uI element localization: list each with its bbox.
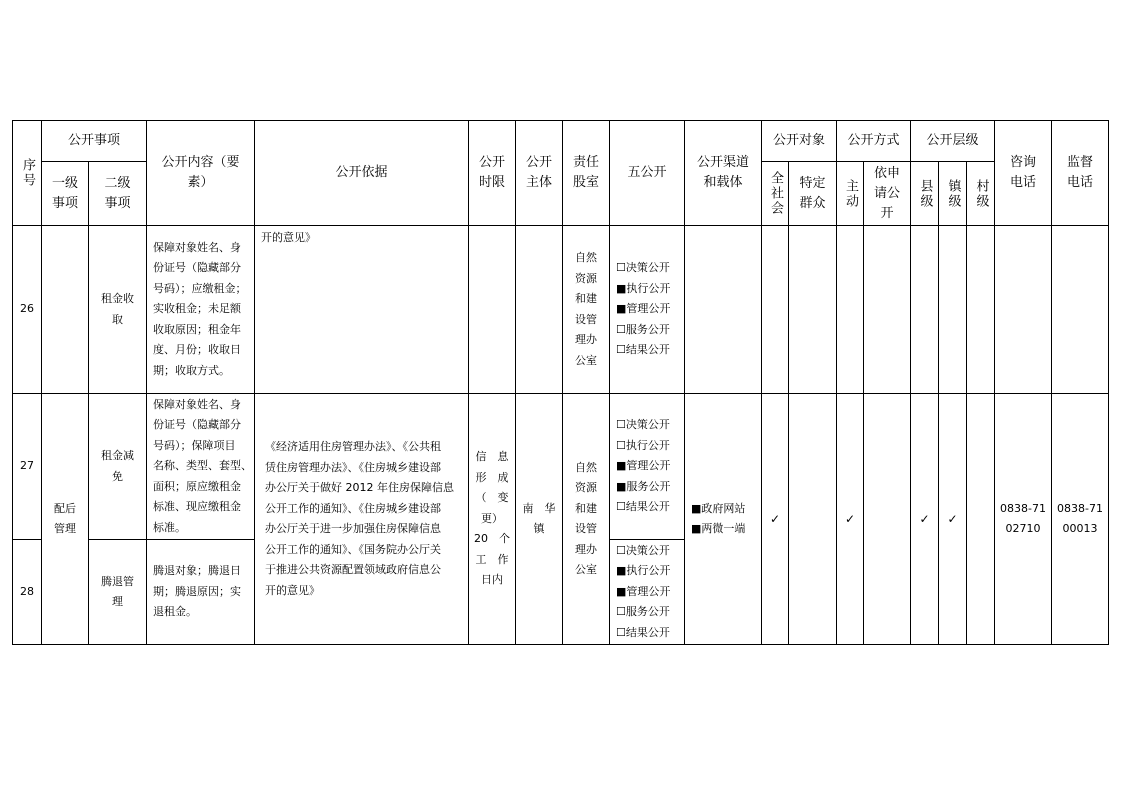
cell-empty xyxy=(789,394,837,645)
level1-line: 配后 xyxy=(54,501,76,515)
five-label: 管理公开 xyxy=(626,584,671,598)
office-line: 自然 xyxy=(575,460,597,474)
row-level2-lines xyxy=(89,289,146,330)
five-label: 服务公开 xyxy=(626,479,671,493)
five-checkbox: ■ xyxy=(616,459,627,473)
five-checkbox: ■ xyxy=(616,479,627,493)
five-label: 结果公开 xyxy=(625,343,670,357)
five-checkbox: ☐ xyxy=(616,605,626,619)
five-item xyxy=(616,340,682,361)
row-subject-empty xyxy=(516,226,563,394)
five-item xyxy=(616,561,682,582)
group-timelimit xyxy=(469,394,516,645)
header-matters: 公开事项 xyxy=(42,121,147,162)
five-item xyxy=(616,436,682,457)
cell-empty xyxy=(762,226,789,394)
five-checkbox: ☐ xyxy=(616,261,626,275)
five-label: 决策公开 xyxy=(625,418,670,432)
header-five: 五公开 xyxy=(610,121,685,226)
row-level2-line: 取 xyxy=(112,312,123,326)
channel-line: ■两微一端 xyxy=(691,522,746,535)
table-row xyxy=(13,226,1109,394)
five-checkbox: ☐ xyxy=(616,625,626,639)
header-seq: 序号 xyxy=(13,121,42,226)
basis-line: 办公厅关于做好 2012 年住房保障信息 xyxy=(265,481,454,494)
supervise-phone xyxy=(1052,394,1109,645)
basis-line: 开的意见》 xyxy=(265,583,320,597)
basis-line: 赁住房管理办法》、《住房城乡建设部 xyxy=(265,460,441,474)
subject-line: 镇 xyxy=(533,522,545,535)
office-line: 理办 xyxy=(575,542,597,556)
group-office xyxy=(563,394,610,645)
row-content xyxy=(147,540,255,645)
five-checkbox: ☐ xyxy=(616,418,626,432)
row-level2 xyxy=(89,394,147,540)
five-item xyxy=(616,582,682,603)
five-item xyxy=(616,477,682,498)
timelimit-line: 更） xyxy=(481,511,503,525)
consult-phone-line: 02710 xyxy=(1005,522,1041,535)
row-content xyxy=(147,226,255,394)
five-label: 结果公开 xyxy=(625,625,670,639)
row-level2-line: 免 xyxy=(112,469,123,483)
office-line: 理办 xyxy=(575,333,597,346)
group-subject xyxy=(516,394,563,645)
office-line: 设管 xyxy=(575,522,597,535)
five-item xyxy=(616,320,682,341)
basis-line: 公开工作的通知》、《国务院办公厅关 xyxy=(265,542,441,556)
row-office xyxy=(563,226,610,394)
header-consult: 咨询电话 xyxy=(995,121,1052,226)
header-timelimit: 公开时限 xyxy=(469,121,516,226)
five-item xyxy=(616,541,682,562)
five-item xyxy=(616,279,682,300)
content-line: 号码）；保障项目 xyxy=(153,438,236,452)
five-label: 执行公开 xyxy=(626,281,671,295)
content-line: 名称、类型、套型、 xyxy=(153,459,252,473)
check-level-county: ✓ xyxy=(911,394,939,645)
five-item xyxy=(616,258,682,279)
header-level2: 二级事项 xyxy=(89,162,147,226)
office-line: 公室 xyxy=(575,353,597,367)
five-checkbox: ■ xyxy=(616,281,627,295)
cell-empty xyxy=(967,226,995,394)
check-level-town: ✓ xyxy=(939,394,967,645)
office-line: 和建 xyxy=(575,501,597,515)
five-label: 管理公开 xyxy=(626,459,671,473)
content-line: 收取原因；租金年 xyxy=(153,322,241,336)
cell-empty xyxy=(967,394,995,645)
five-checkbox: ☐ xyxy=(616,500,626,514)
header-target-all: 全社会 xyxy=(762,162,789,226)
row-timelimit-empty xyxy=(469,226,516,394)
content-line: 保障对象姓名、身 xyxy=(153,397,241,411)
row-level2 xyxy=(89,540,147,645)
five-checkbox: ☐ xyxy=(616,543,626,557)
row-level2-line: 理 xyxy=(112,595,123,608)
subject-line: 南 华 xyxy=(522,501,556,515)
header-level-village: 村级 xyxy=(967,162,995,226)
timelimit-line: 工 作 xyxy=(475,552,509,566)
header-row-top xyxy=(13,121,1109,162)
five-label: 管理公开 xyxy=(626,302,671,316)
office-line: 公室 xyxy=(575,563,597,576)
row-channel-empty xyxy=(685,226,762,394)
row-five xyxy=(610,540,685,645)
office-line: 自然 xyxy=(575,251,597,264)
row-seq: 26 xyxy=(13,226,42,394)
five-checkbox: ☐ xyxy=(616,322,626,336)
row-level2 xyxy=(89,226,147,394)
content-line: 标准。 xyxy=(153,520,186,534)
five-label: 决策公开 xyxy=(625,261,670,275)
office-line: 资源 xyxy=(575,481,597,494)
content-line: 期；收取方式。 xyxy=(153,363,230,377)
cell-empty xyxy=(864,394,911,645)
header-content: 公开内容（要素） xyxy=(147,121,255,226)
check-method-active: ✓ xyxy=(837,394,864,645)
row-level2-line: 租金收 xyxy=(101,292,134,305)
content-line: 标准、现应缴租金 xyxy=(153,500,241,514)
row-level1-empty xyxy=(42,226,89,394)
group-basis xyxy=(255,394,469,645)
office-line: 设管 xyxy=(575,312,597,326)
basis-line: 于推进公共资源配置领域政府信息公 xyxy=(265,563,441,576)
five-checkbox: ■ xyxy=(616,302,627,316)
five-item xyxy=(616,623,682,644)
five-item xyxy=(616,602,682,623)
consult-phone-line: 0838-71 xyxy=(1000,501,1046,515)
basis-line: 办公厅关于进一步加强住房保障信息 xyxy=(265,522,441,535)
header-office: 责任股室 xyxy=(563,121,610,226)
header-method-request: 依申请公开 xyxy=(864,162,911,226)
supervise-phone-line: 0838-71 xyxy=(1057,501,1103,515)
timelimit-line: 信 息 xyxy=(475,450,509,464)
cell-empty xyxy=(1052,226,1109,394)
five-item xyxy=(616,456,682,477)
five-label: 服务公开 xyxy=(625,322,670,336)
cell-empty xyxy=(939,226,967,394)
content-line: 份证号（隐藏部分 xyxy=(153,418,241,432)
content-line: 保障对象姓名、身 xyxy=(153,240,241,254)
header-target: 公开对象 xyxy=(762,121,837,162)
row-level2-line: 租金减 xyxy=(101,449,134,462)
basis-line: 《经济适用住房管理办法》、《公共租 xyxy=(265,440,441,453)
timelimit-line: 日内 xyxy=(481,573,503,587)
level1-line: 管理 xyxy=(54,522,76,535)
disclosure-table-sheet xyxy=(12,120,1109,645)
row-level2-line: 腾退管 xyxy=(101,574,134,588)
row-seq: 28 xyxy=(13,540,42,645)
content-line: 号码）；应缴租金； xyxy=(153,281,247,295)
disclosure-table xyxy=(12,120,1109,645)
content-line: 退租金。 xyxy=(153,605,197,619)
group-channel xyxy=(685,394,762,645)
row-five xyxy=(610,226,685,394)
supervise-phone-line: 00013 xyxy=(1062,522,1098,535)
timelimit-line: 20 个 xyxy=(474,532,510,546)
five-label: 执行公开 xyxy=(625,438,670,452)
five-label: 决策公开 xyxy=(625,543,670,557)
content-line: 份证号（隐藏部分 xyxy=(153,261,241,275)
content-line: 度、月份；收取日 xyxy=(153,343,241,357)
five-label: 结果公开 xyxy=(625,500,670,514)
five-label: 执行公开 xyxy=(626,564,671,578)
five-checkbox: ☐ xyxy=(616,438,626,452)
header-subject: 公开主体 xyxy=(516,121,563,226)
cell-empty xyxy=(864,226,911,394)
content-line: 面积；原应缴租金 xyxy=(153,479,241,493)
table-row xyxy=(13,394,1109,540)
content-line: 腾退对象；腾退日 xyxy=(153,564,241,578)
cell-empty xyxy=(995,226,1052,394)
header-basis: 公开依据 xyxy=(255,121,469,226)
header-level1: 一级事项 xyxy=(42,162,89,226)
row-content xyxy=(147,394,255,540)
five-label: 服务公开 xyxy=(625,605,670,619)
header-level-county: 县级 xyxy=(911,162,939,226)
timelimit-line: （ 变 xyxy=(475,491,509,505)
cell-empty xyxy=(789,226,837,394)
five-item xyxy=(616,299,682,320)
cell-empty xyxy=(837,226,864,394)
basis-line: 公开工作的通知》、《住房城乡建设部 xyxy=(265,501,441,515)
header-level-town: 镇级 xyxy=(939,162,967,226)
group-level1 xyxy=(42,394,89,645)
content-line: 期；腾退原因；实 xyxy=(153,584,241,598)
five-checkbox: ☐ xyxy=(616,343,626,357)
header-method-active: 主动 xyxy=(837,162,864,226)
five-item xyxy=(616,415,682,436)
consult-phone xyxy=(995,394,1052,645)
office-line: 资源 xyxy=(575,271,597,285)
five-item xyxy=(616,497,682,518)
basis-line: 开的意见》 xyxy=(261,231,316,244)
header-target-specific: 特定群众 xyxy=(789,162,837,226)
five-checkbox: ■ xyxy=(616,584,627,598)
row-basis xyxy=(255,226,469,394)
row-five xyxy=(610,394,685,540)
five-checkbox: ■ xyxy=(616,564,627,578)
check-target-all: ✓ xyxy=(762,394,789,645)
header-level: 公开层级 xyxy=(911,121,995,162)
office-line: 和建 xyxy=(575,292,597,305)
channel-line: ■政府网站 xyxy=(691,501,746,515)
header-method: 公开方式 xyxy=(837,121,911,162)
header-channel: 公开渠道和载体 xyxy=(685,121,762,226)
timelimit-line: 形 成 xyxy=(475,470,509,484)
content-line: 实收租金；未足额 xyxy=(153,302,241,316)
header-supervise: 监督电话 xyxy=(1052,121,1109,226)
cell-empty xyxy=(911,226,939,394)
row-seq: 27 xyxy=(13,394,42,540)
